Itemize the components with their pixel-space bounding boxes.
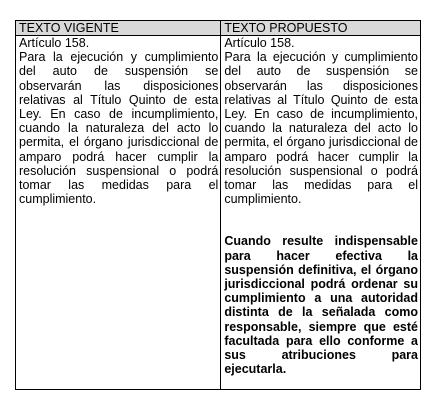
- proposed-article-title: Artículo 158.: [224, 36, 295, 50]
- current-article-title: Artículo 158.: [19, 36, 90, 50]
- proposed-added-paragraph: Cuando resulte indispensable para hacer efectiva la suspensión definitiva, el órgano jurisdiccional podrá ordenar su cumplimiento a una autoridad distinta de la señalada como responsable, siempre que esté facultada para ello conforme a sus atribuciones para ejecutarla.: [224, 234, 418, 377]
- current-article-body: Para la ejecución y cumplimiento del auto de suspensión se observarán las disposiciones relativas al Título Quinto de esta Ley. En caso de incumplimiento, cuando la naturaleza del acto lo permita, el órgano jurisdiccional de amparo podrá hacer cumplir la resolución suspensional o podrá tomar las medidas para el cumplimiento.: [19, 50, 219, 207]
- proposed-text-cell: [221, 36, 421, 390]
- current-text-cell: [16, 36, 221, 390]
- header-texto-propuesto: TEXTO PROPUESTO: [221, 21, 421, 36]
- header-row: [16, 21, 421, 36]
- proposed-article-body: Para la ejecución y cumplimiento del auto de suspensión se observarán las disposiciones relativas al Título Quinto de esta Ley. En caso de incumplimiento, cuando la naturaleza del acto lo permita, el órgano jurisdiccional de amparo podrá hacer cumplir la resolución suspensional o podrá tomar las medidas para el cumplimiento.: [224, 50, 418, 207]
- content-row: [16, 36, 421, 390]
- comparison-table: [15, 20, 421, 390]
- header-texto-vigente: TEXTO VIGENTE: [16, 21, 221, 36]
